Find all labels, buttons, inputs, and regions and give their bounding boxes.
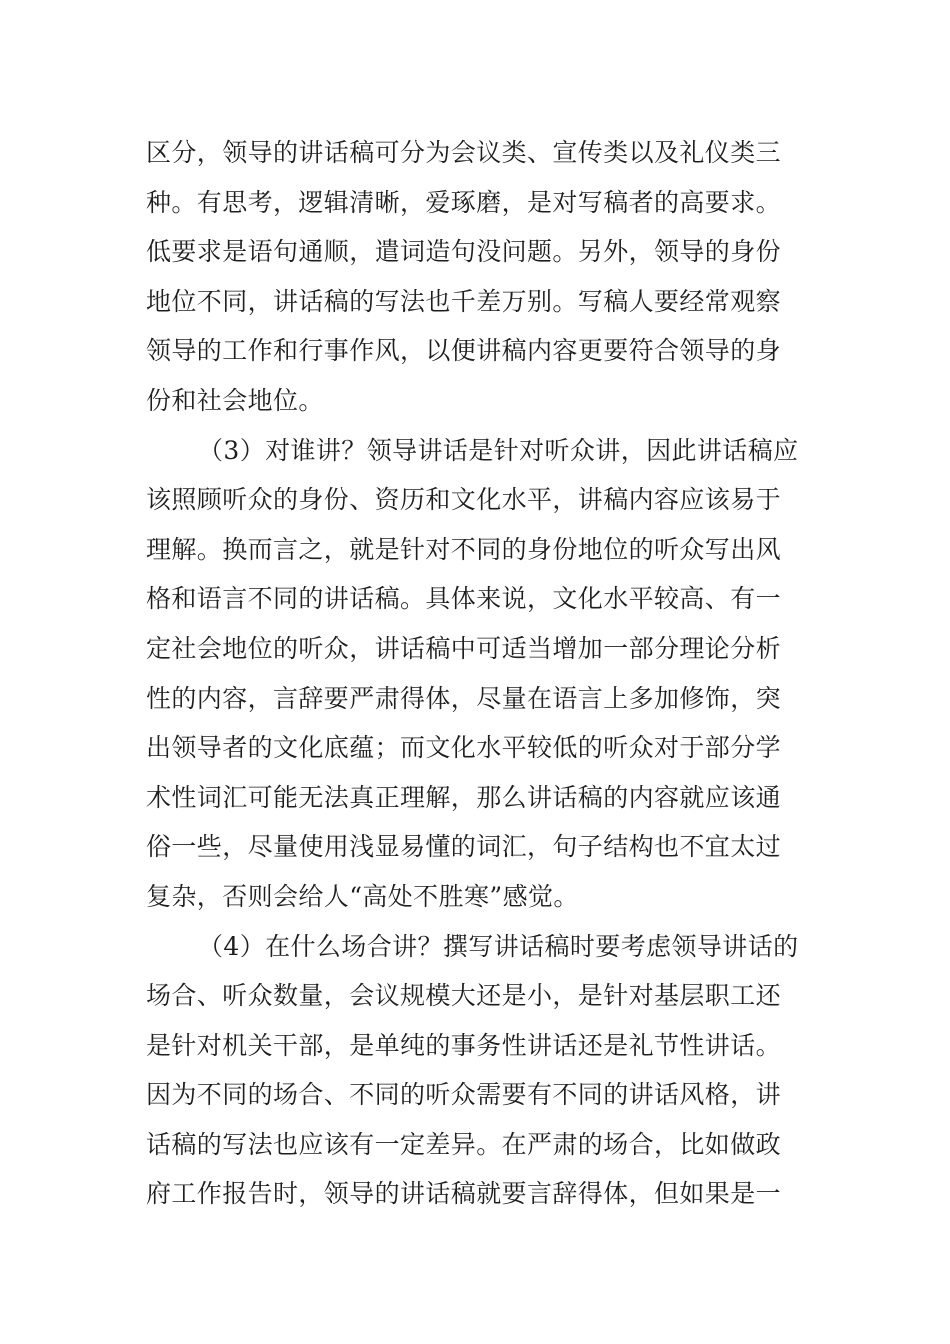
text-line: 种。有思考，逻辑清晰，爱琢磨，是对写稿者的高要求。 xyxy=(146,187,782,217)
text-line: （4）在什么场合讲？撰写讲话稿时要考虑领导讲话的 xyxy=(198,931,799,961)
text-line: 因为不同的场合、不同的听众需要有不同的讲话风格，讲 xyxy=(146,1080,782,1110)
text-line: 格和语言不同的讲话稿。具体来说，文化水平较高、有一 xyxy=(146,584,782,614)
text-line: 府工作报告时，领导的讲话稿就要言辞得体，但如果是一 xyxy=(146,1179,782,1209)
text-line: 该照顾听众的身份、资历和文化水平，讲稿内容应该易于 xyxy=(146,485,782,515)
text-line: 出领导者的文化底蕴；而文化水平较低的听众对于部分学 xyxy=(146,733,782,763)
text-line: （3）对谁讲？领导讲话是针对听众讲，因此讲话稿应 xyxy=(198,435,799,465)
text-line: 定社会地位的听众，讲话稿中可适当增加一部分理论分析 xyxy=(146,633,782,663)
text-line: 地位不同，讲话稿的写法也千差万别。写稿人要经常观察 xyxy=(146,286,782,316)
text-line: 性的内容，言辞要严肃得体，尽量在语言上多加修饰，突 xyxy=(146,683,782,713)
text-line: 领导的工作和行事作风，以便讲稿内容更要符合领导的身 xyxy=(146,336,782,366)
text-line: 场合、听众数量，会议规模大还是小，是针对基层职工还 xyxy=(146,981,782,1011)
text-line: 份和社会地位。 xyxy=(146,385,324,415)
paragraph-1 xyxy=(146,128,806,426)
paragraph-3 xyxy=(146,922,806,1220)
text-line: 理解。换而言之，就是针对不同的身份地位的听众写出风 xyxy=(146,534,782,564)
text-line: 区分，领导的讲话稿可分为会议类、宣传类以及礼仪类三 xyxy=(146,138,782,167)
paragraph-2 xyxy=(146,426,806,922)
text-line: 是针对机关干部，是单纯的事务性讲话还是礼节性讲话。 xyxy=(146,1030,782,1060)
document-body xyxy=(146,128,806,1219)
text-line: 复杂，否则会给人“高处不胜寒”感觉。 xyxy=(146,881,579,911)
text-line: 俗一些，尽量使用浅显易懂的词汇，句子结构也不宜太过 xyxy=(146,832,782,862)
text-line: 术性词汇可能无法真正理解，那么讲话稿的内容就应该通 xyxy=(146,782,782,812)
text-line: 低要求是语句通顺，遣词造句没问题。另外，领导的身份 xyxy=(146,237,782,267)
text-line: 话稿的写法也应该有一定差异。在严肃的场合，比如做政 xyxy=(146,1129,782,1159)
